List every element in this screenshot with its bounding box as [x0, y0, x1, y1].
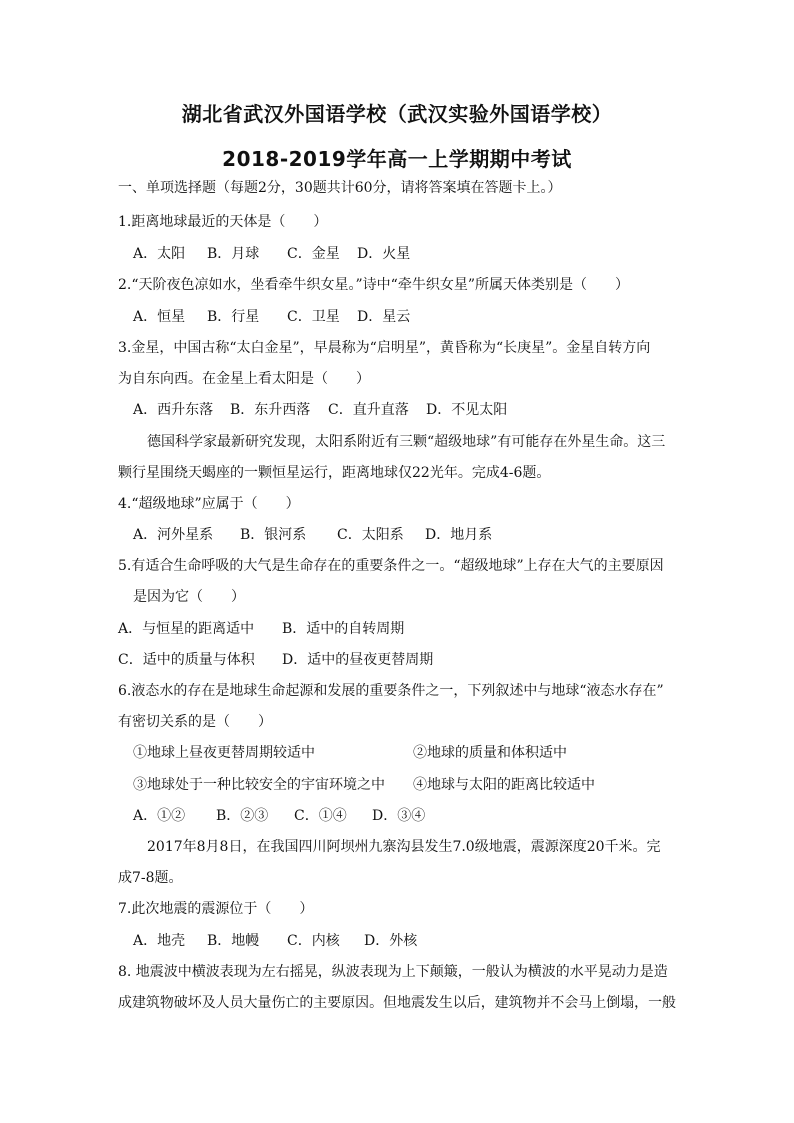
question-8-line-1: 8. 地震波中横波表现为左右摇晃，纵波表现为上下颠簸，一般认为横波的水平晃动力是造: [118, 964, 668, 980]
school-title: 湖北省武汉外国语学校（武汉实验外国语学校）: [181, 102, 613, 126]
material-1-line-1: 德国科学家最新研究发现，太阳系附近有三颗“超级地球”有可能存在外星生命。这三: [147, 434, 666, 450]
material-2-line-1: 2017年8月8日，在我国四川阿坝州九寨沟县发生7.0级地震，震源深度20千米。完: [147, 839, 661, 855]
question-8-line-2: 成建筑物破坏及人员大量伤亡的主要原因。但地震发生以后，建筑物并不会马上倒塌，一般: [118, 995, 676, 1011]
question-3-option-c: C．直升直落: [328, 402, 409, 418]
section-heading: 一、单项选择题（每题2分，30题共计60分，请将答案填在答题卡上。）: [118, 180, 562, 196]
question-7-option-a: A．地壳: [133, 933, 186, 949]
question-6-option-d: D．③④: [372, 808, 426, 824]
question-1-option-d: D．火星: [357, 246, 411, 262]
question-6-option-c: C．①④: [294, 808, 347, 824]
question-5-stem-line-1: 5.有适合生命呼吸的大气是生命存在的重要条件之一。“超级地球”上存在大气的主要原因: [118, 558, 664, 574]
question-7-option-b: B．地幔: [207, 933, 260, 949]
question-7-stem: 7.此次地震的震源位于（ ）: [118, 901, 314, 917]
question-6-option-a: A．①②: [133, 808, 186, 824]
question-6-item-4: ④地球与太阳的距离比较适中: [413, 777, 595, 793]
question-5-option-c: C．适中的质量与体积: [118, 652, 255, 668]
question-4-option-a: A．河外星系: [133, 527, 214, 543]
question-3-stem-line-2: 为自东向西。在金星上看太阳是（ ）: [118, 371, 370, 387]
question-1-option-b: B．月球: [207, 246, 260, 262]
question-7-option-d: D．外核: [364, 933, 418, 949]
question-1-option-c: C．金星: [287, 246, 340, 262]
question-3-stem-line-1: 3.金星，中国古称“太白金星”，早晨称为“启明星”，黄昏称为“长庚星”。金星自转方向: [118, 340, 651, 356]
question-6-item-1: ①地球上昼夜更替周期较适中: [133, 745, 315, 761]
question-3-option-b: B．东升西落: [230, 402, 311, 418]
material-1-line-2: 颗行星围绕天蝎座的一颗恒星运行，距离地球仅22光年。完成4-6题。: [118, 465, 551, 481]
question-6-option-b: B．②③: [216, 808, 269, 824]
question-4-option-d: D．地月系: [425, 527, 493, 543]
question-2-stem: 2.“天阶夜色凉如水，坐看牵牛织女星。”诗中“牵牛织女星”所属天体类别是（ ）: [118, 277, 629, 293]
question-2-option-a: A．恒星: [133, 309, 186, 325]
exam-title: 2018-2019学年高一上学期期中考试: [222, 147, 572, 171]
material-2-line-2: 成7-8题。: [118, 870, 183, 886]
question-7-option-c: C．内核: [287, 933, 340, 949]
question-4-option-c: C．太阳系: [337, 527, 404, 543]
question-5-stem-line-2: 是因为它（ ）: [133, 589, 245, 605]
question-5-option-b: B．适中的自转周期: [282, 621, 405, 637]
question-4-option-b: B．银河系: [240, 527, 307, 543]
question-1-stem: 1.距离地球最近的天体是（ ）: [118, 214, 328, 230]
question-3-option-a: A．西升东落: [133, 402, 214, 418]
question-2-option-c: C．卫星: [287, 309, 340, 325]
question-4-stem: 4.“超级地球”应属于（ ）: [118, 496, 300, 512]
question-6-item-2: ②地球的质量和体积适中: [413, 745, 567, 761]
question-6-stem-line-2: 有密切关系的是（ ）: [118, 714, 272, 730]
question-6-stem-line-1: 6.液态水的存在是地球生命起源和发展的重要条件之一，下列叙述中与地球“液态水存在”: [118, 683, 664, 699]
question-2-option-b: B．行星: [207, 309, 260, 325]
question-5-option-a: A．与恒星的距离适中: [118, 621, 255, 637]
question-6-item-3: ③地球处于一种比较安全的宇宙环境之中: [133, 777, 385, 793]
question-1-option-a: A．太阳: [133, 246, 186, 262]
question-2-option-d: D．星云: [357, 309, 411, 325]
question-5-option-d: D．适中的昼夜更替周期: [282, 652, 434, 668]
question-3-option-d: D．不见太阳: [426, 402, 508, 418]
